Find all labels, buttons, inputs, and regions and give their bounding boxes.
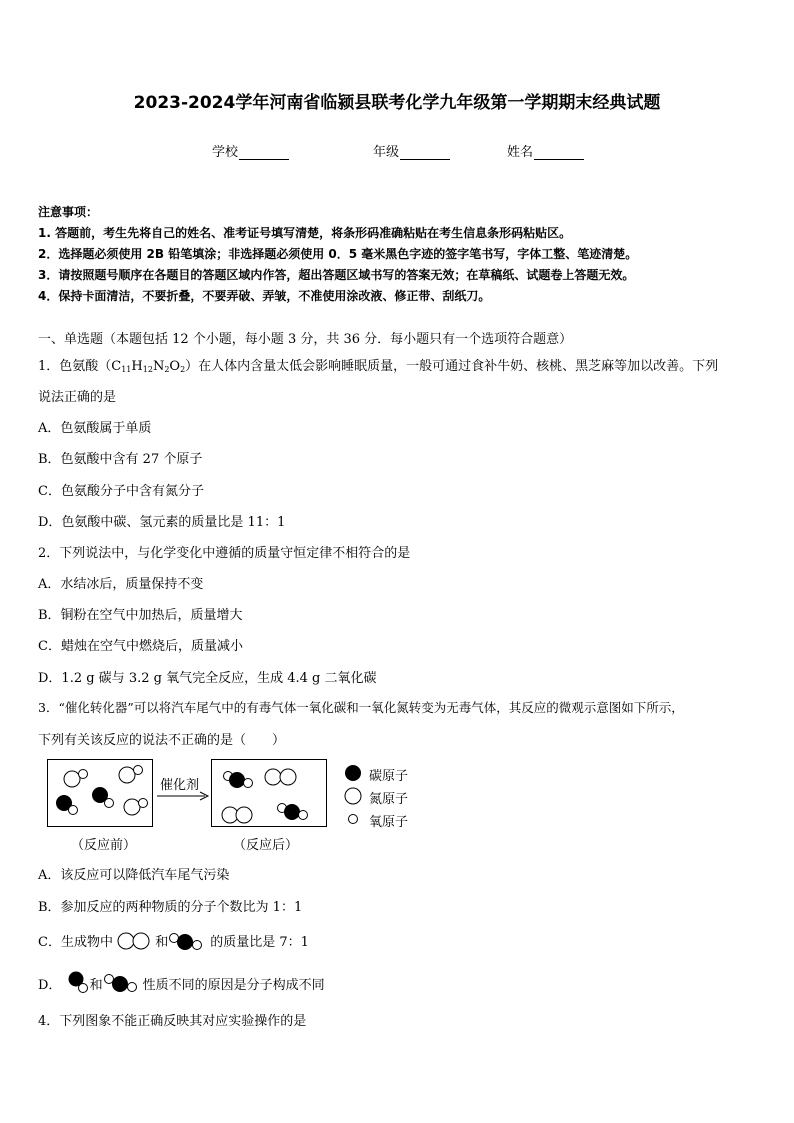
oxygen-atom-icon [134, 766, 143, 775]
after-molecules [212, 760, 326, 826]
nitrogen-atom-icon [345, 788, 361, 804]
note-item: 4．保持卡面清洁，不要折叠，不要弄破、弄皱，不准使用涂改液、修正带、刮纸刀。 [38, 289, 491, 303]
before-reaction-label: （反应前） [71, 838, 137, 853]
nitrogen-atom-icon [64, 771, 80, 787]
oxygen-atom-icon [139, 799, 148, 808]
nitrogen-atom-icon [124, 799, 140, 815]
oxygen-atom-icon [299, 811, 308, 820]
nitrogen-atom-icon [119, 767, 135, 783]
school-field[interactable] [212, 141, 289, 160]
nitrogen-atom-icon [236, 807, 252, 823]
q3-stem-line2: 下列有关该反应的说法不正确的是（ ） [38, 733, 286, 748]
q2-option-a[interactable]: A．水结冰后，质量保持不变 [38, 577, 204, 592]
legend-oxygen-label: 氧原子 [369, 815, 409, 830]
nitrogen-atom-icon [280, 769, 296, 785]
section-heading: 一、单选题（本题包括 12 个小题，每小题 3 分，共 36 分．每小题只有一个选项符合题意） [38, 332, 573, 347]
catalyst-label: 催化剂 [160, 778, 200, 793]
legend-carbon-label: 碳原子 [369, 769, 409, 784]
co2-molecule-icon [168, 931, 210, 951]
q2-stem: 2．下列说法中，与化学变化中遵循的质量守恒定律不相符合的是 [38, 546, 411, 561]
name-field[interactable] [507, 141, 584, 160]
q4-stem: 4．下列图象不能正确反映其对应实验操作的是 [38, 1014, 307, 1029]
notes-heading: 注意事项： [38, 205, 99, 219]
q1-option-a[interactable]: A．色氨酸属于单质 [38, 421, 152, 436]
co-molecule-icon [66, 971, 90, 995]
name-label: 姓名 [507, 145, 534, 160]
q3-stem-line1: 3．“催化转化器”可以将汽车尾气中的有毒气体一氧化碳和一氧化氮转变为无毒气体，其反应的微观示意图如下所示， [38, 700, 684, 715]
note-item: 1. 答题前，考生先将自己的姓名、准考证号填写清楚，将条形码准确粘贴在考生信息条形码粘贴区。 [38, 226, 572, 240]
page-title: 2023-2024学年河南省临颍县联考化学九年级第一学期期末经典试题 [133, 93, 661, 113]
carbon-atom-icon [284, 804, 300, 820]
co2-molecule-icon [103, 972, 143, 994]
legend-nitrogen-label: 氮原子 [369, 792, 409, 807]
grade-field[interactable] [373, 141, 450, 160]
name-blank[interactable] [534, 145, 584, 160]
q3-option-c[interactable]: C．生成物中 和 的质量比是 7：1 [38, 931, 309, 951]
school-blank[interactable] [239, 145, 289, 160]
atom-legend-icons [343, 764, 367, 828]
carbon-atom-icon [345, 765, 361, 781]
q2-option-c[interactable]: C．蜡烛在空气中燃烧后，质量减小 [38, 639, 243, 654]
n2-molecule-icon [117, 932, 151, 950]
after-reaction-box [211, 759, 327, 827]
carbon-atom-icon [229, 772, 245, 788]
oxygen-atom-icon [244, 779, 253, 788]
q1-option-d[interactable]: D．色氨酸中碳、氢元素的质量比是 11：1 [38, 515, 286, 530]
q3-option-d[interactable]: D． 和 性质不同的原因是分子构成不同 [38, 971, 325, 995]
oxygen-atom-icon [79, 770, 88, 779]
nitrogen-atom-icon [265, 769, 281, 785]
grade-blank[interactable] [400, 145, 450, 160]
before-reaction-box [47, 759, 153, 827]
oxygen-atom-icon [69, 806, 78, 815]
note-item: 3．请按照题号顺序在各题目的答题区域内作答，超出答题区域书写的答案无效；在草稿纸、试题卷上答题无效。 [38, 268, 635, 282]
before-molecules [48, 760, 152, 826]
school-label: 学校 [212, 145, 239, 160]
oxygen-atom-icon [105, 799, 114, 808]
q3-option-a[interactable]: A．该反应可以降低汽车尾气污染 [38, 868, 230, 883]
q3-option-b[interactable]: B．参加反应的两种物质的分子个数比为 1：1 [38, 900, 303, 915]
note-item: 2．选择题必须使用 2B 铅笔填涂；非选择题必须使用 0．5 毫米黑色字迹的签字笔书写，字体工整、笔迹清楚。 [38, 247, 638, 261]
reaction-arrow-icon [155, 790, 211, 802]
q1-stem-line2: 说法正确的是 [38, 390, 117, 405]
q1-option-c[interactable]: C．色氨酸分子中含有氮分子 [38, 484, 204, 499]
q1-stem-line1: 1．色氨酸$(C_{11}H_{12}N_2O_2)$在人体内含量太低会影响睡眠质量，一般可通过食补牛奶、核桃、黑芝麻等加以改善。下列 [38, 359, 719, 374]
after-reaction-label: （反应后） [233, 838, 299, 853]
grade-label: 年级 [373, 145, 400, 160]
oxygen-atom-icon [349, 815, 358, 824]
q1-option-b[interactable]: B．色氨酸中含有 27 个原子 [38, 452, 203, 467]
q2-option-d[interactable]: D．1.2 g 碳与 3.2 g 氧气完全反应，生成 4.4 g 二氧化碳 [38, 671, 377, 686]
q2-option-b[interactable]: B．铜粉在空气中加热后，质量增大 [38, 608, 243, 623]
